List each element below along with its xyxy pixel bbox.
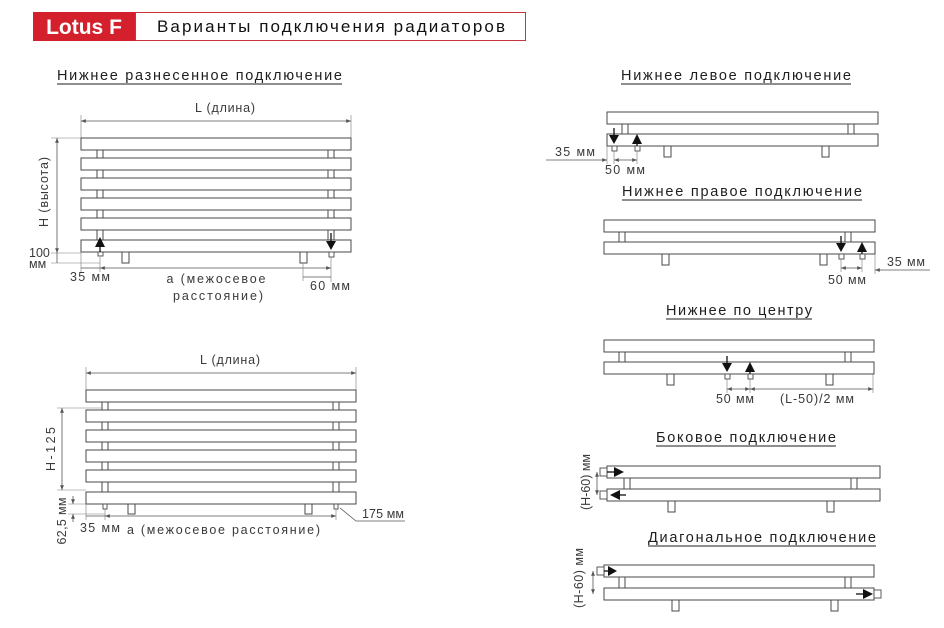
support-foot xyxy=(667,374,674,385)
radiator-bar xyxy=(604,220,875,232)
pipe-connector xyxy=(329,252,334,257)
pipe-connector xyxy=(600,468,607,476)
pipe-connector xyxy=(103,504,107,509)
foot-offset-label: 175 мм xyxy=(362,507,404,521)
height-label: (H-60) мм xyxy=(572,548,586,608)
diagram-title: Диагональное подключение xyxy=(648,530,876,546)
length-label: L (длина) xyxy=(200,353,260,367)
pipe-connector xyxy=(839,254,844,259)
support-foot xyxy=(827,501,834,512)
support-foot xyxy=(122,252,129,263)
height-label: H-125 xyxy=(44,427,58,471)
spacing-label: 50 мм xyxy=(605,163,645,177)
height-label: (H-60) мм xyxy=(579,454,593,510)
pipe-connector xyxy=(874,590,881,598)
axis-distance-label-line2: расстояние) xyxy=(173,289,263,303)
radiator-bar xyxy=(607,489,880,501)
radiator-bar xyxy=(86,410,356,422)
pipe-connector xyxy=(597,567,604,575)
radiator-bar xyxy=(86,430,356,442)
pipe-connector xyxy=(725,374,730,379)
edge-offset-label: 35 мм xyxy=(70,270,110,284)
support-foot xyxy=(672,600,679,611)
radiator-bar xyxy=(607,112,878,124)
diagram-bottom-right xyxy=(604,184,930,287)
spacing-label: 50 мм xyxy=(716,392,754,406)
radiator-bar xyxy=(604,362,874,374)
diagram-title: Нижнее по центру xyxy=(666,303,812,319)
support-foot xyxy=(831,600,838,611)
diagram-title: Нижнее левое подключение xyxy=(621,68,851,84)
support-foot xyxy=(662,254,669,265)
axis-distance-label: а (межосевое расстояние) xyxy=(127,523,320,537)
diagram-title: Нижнее разнесенное подключение xyxy=(57,68,342,84)
floor-offset-value: 100 xyxy=(29,246,50,260)
diagram-bottom-spaced xyxy=(29,68,351,303)
radiator-bar xyxy=(81,240,351,252)
support-foot xyxy=(822,146,829,157)
radiator-bar xyxy=(86,470,356,482)
spacing-label: 50 мм xyxy=(828,273,866,287)
edge-offset-label: 35 мм xyxy=(887,255,925,269)
diagram-diagonal xyxy=(572,530,881,611)
page-title: Варианты подключения радиаторов xyxy=(157,17,505,36)
axis-distance-label-line1: а (межосевое xyxy=(166,272,266,286)
radiator-post xyxy=(97,140,103,252)
edge-offset-label: 35 мм xyxy=(555,145,595,159)
radiator-bar xyxy=(604,242,875,254)
radiator-bar xyxy=(81,198,351,210)
pipe-connector xyxy=(98,252,103,256)
height-label: H (высота) xyxy=(37,157,51,227)
header xyxy=(33,12,526,41)
radiator-bar xyxy=(604,588,874,600)
support-foot xyxy=(826,374,833,385)
foot-offset-label: 60 мм xyxy=(310,279,350,293)
support-foot xyxy=(820,254,827,265)
pipe-connector xyxy=(635,146,640,151)
pipe-connector xyxy=(748,374,753,379)
floor-offset-label: 62,5 мм xyxy=(55,497,69,545)
radiator-bar xyxy=(604,340,874,352)
radiator-bar xyxy=(81,138,351,150)
support-foot xyxy=(300,252,307,263)
radiator-post xyxy=(333,392,339,504)
length-label: L (длина) xyxy=(195,101,255,115)
radiator-bar xyxy=(81,178,351,190)
edge-offset-label: 35 мм xyxy=(80,521,120,535)
radiator-bar xyxy=(607,134,878,146)
diagram-bottom-center xyxy=(604,303,874,406)
diagram-bottom-spaced-low xyxy=(44,353,405,545)
radiator-bar xyxy=(81,218,351,230)
diagram-title: Боковое подключение xyxy=(656,430,836,446)
radiator-bar xyxy=(86,390,356,402)
support-foot xyxy=(128,504,135,514)
pipe-connector xyxy=(334,504,338,509)
radiator-post xyxy=(102,392,108,504)
support-foot xyxy=(305,504,312,514)
floor-offset-unit: мм xyxy=(29,257,47,271)
diagram-side xyxy=(579,430,880,512)
pipe-connector xyxy=(600,491,607,499)
diagram-bottom-left xyxy=(546,68,878,177)
radiator-bar xyxy=(81,158,351,170)
support-foot xyxy=(664,146,671,157)
radiator-bar xyxy=(86,492,356,504)
radiator-bar xyxy=(604,565,874,577)
radiator-bar xyxy=(86,450,356,462)
pipe-connector xyxy=(860,254,865,259)
brand-name: Lotus F xyxy=(46,16,122,39)
pipe-connector xyxy=(612,146,617,151)
support-foot xyxy=(668,501,675,512)
diagram-title: Нижнее правое подключение xyxy=(622,184,862,200)
radiator-bar xyxy=(607,466,880,478)
side-offset-label: (L-50)/2 мм xyxy=(780,392,854,406)
